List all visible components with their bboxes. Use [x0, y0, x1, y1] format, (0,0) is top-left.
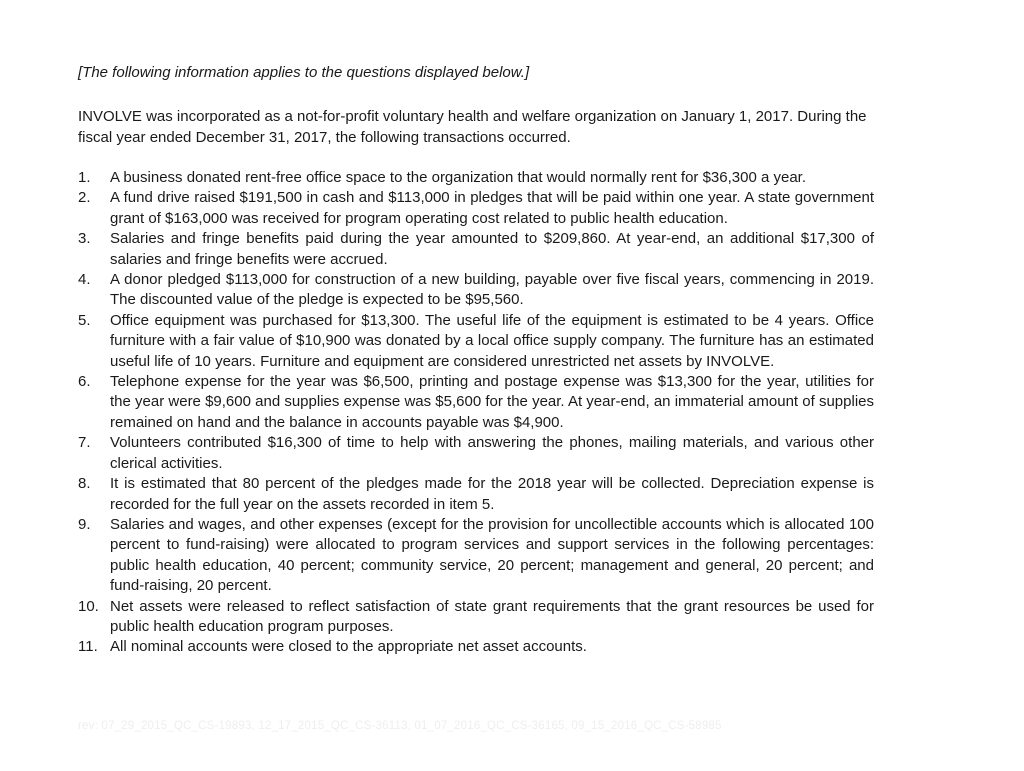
item-text: Salaries and fringe benefits paid during the year amounted to $209,860. At year-end, an additional $17,300 of salaries and fringe benefits were accrued.	[110, 230, 874, 268]
list-item	[78, 637, 874, 657]
item-number: 5.	[78, 311, 91, 329]
list-item	[78, 515, 874, 597]
item-text: Telephone expense for the year was $6,500, printing and postage expense was $13,300 for the year, utilities for the year were $9,600 and supplies expense was $5,600 for the year. At year-end, an immaterial amount of supplies remained on hand and the balance in accounts payable was $4,900.	[110, 373, 874, 431]
item-number: 2.	[78, 189, 91, 207]
list-item	[78, 168, 874, 188]
item-text: Salaries and wages, and other expenses (except for the provision for uncollectible accounts which is allocated 100 percent to fund-raising) were allocated to program services and support services in the following percentages: public health education, 40 percent; community service, 20 percent; management and general, 20 percent; and fund-raising, 20 percent.	[110, 515, 874, 595]
item-text: A donor pledged $113,000 for construction of a new building, payable over five fiscal years, commencing in 2019. The discounted value of the pledge is expected to be $95,560.	[110, 271, 874, 309]
item-text: It is estimated that 80 percent of the pledges made for the 2018 year will be collected. Depreciation expense is recorded for the full year on the assets recorded in item 5.	[110, 475, 874, 513]
item-number: 7.	[78, 434, 91, 452]
item-text: A fund drive raised $191,500 in cash and $113,000 in pledges that will be paid within one year. A state government grant of $163,000 was received for program operating cost related to public health education.	[110, 189, 874, 227]
item-number: 9.	[78, 515, 91, 533]
item-text: A business donated rent-free office space to the organization that would normally rent for $36,300 a year.	[110, 169, 806, 186]
item-text: Office equipment was purchased for $13,300. The useful life of the equipment is estimated to be 4 years. Office furniture with a fair value of $10,900 was donated by a local office supply company. The furniture has an estimated useful life of 10 years. Furniture and equipment are considered unrestricted net assets by INVOLVE.	[110, 311, 874, 370]
intro-paragraph: INVOLVE was incorporated as a not-for-profit voluntary health and welfare organization on January 1, 2017. During the fiscal year ended December 31, 2017, the following transactions occurred.	[78, 108, 867, 146]
item-number: 10.	[78, 597, 99, 615]
item-text: Volunteers contributed $16,300 of time to help with answering the phones, mailing materials, and various other clerical activities.	[110, 434, 874, 472]
item-number: 1.	[78, 169, 91, 186]
list-item	[78, 474, 874, 515]
revision-watermark: rev: 07_29_2015_QC_CS-19893, 12_17_2015_QC_CS-36113, 01_07_2016_QC_CS-36165, 09_15_2016_QC_CS-58985	[78, 720, 722, 732]
item-text: All nominal accounts were closed to the appropriate net asset accounts.	[110, 638, 587, 656]
list-item	[78, 229, 874, 270]
item-number: 6.	[78, 373, 91, 391]
list-item	[78, 188, 874, 229]
item-number: 4.	[78, 271, 91, 289]
info-note: [The following information applies to the questions displayed below.]	[78, 64, 530, 81]
list-item	[78, 270, 874, 311]
item-number: 11.	[78, 638, 98, 656]
transaction-list	[78, 168, 874, 658]
list-item	[78, 372, 874, 433]
item-number: 8.	[78, 475, 91, 493]
item-text: Net assets were released to reflect satisfaction of state grant requirements that the grant resources be used for public health education program purposes.	[110, 597, 874, 635]
list-item	[78, 311, 874, 372]
list-item	[78, 597, 874, 638]
item-number: 3.	[78, 230, 91, 248]
list-item	[78, 433, 874, 474]
